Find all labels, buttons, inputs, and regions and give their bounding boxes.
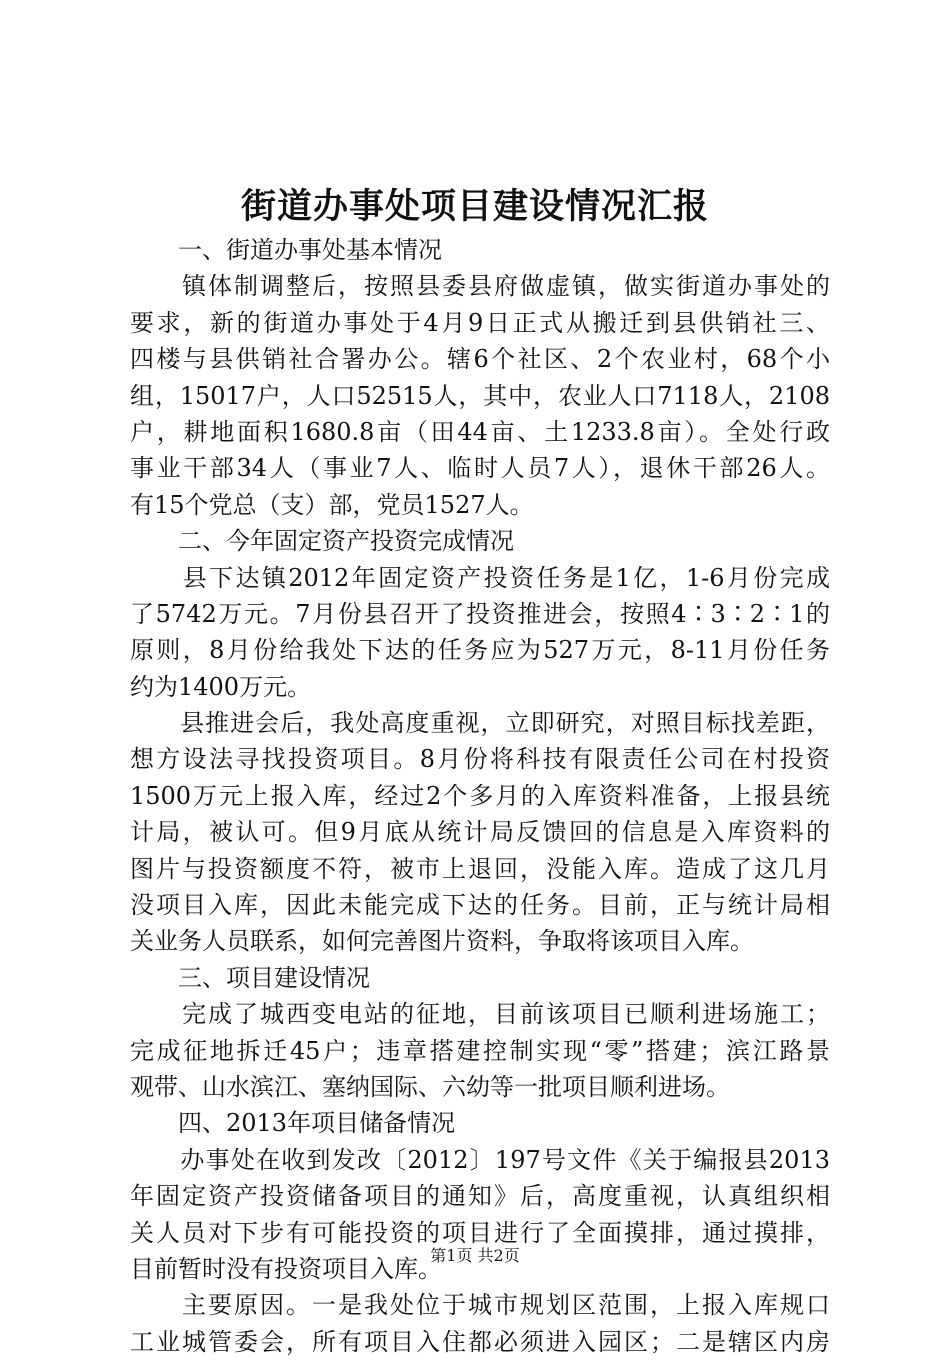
body-line: 年固定资产投资储备项目的通知》后，高度重视，认真组织相 <box>130 1182 830 1211</box>
body-line: 组，15017户，人口52515人，其中，农业人口7118人，2108 <box>130 381 830 410</box>
body-line: 三、项目建设情况 <box>130 963 370 992</box>
body-line: 四楼与县供销社合署办公。辖6个社区、2个农业村，68个小 <box>130 345 830 374</box>
body-line: 镇体制调整后，按照县委县府做虚镇，做实街道办事处的 <box>130 272 830 301</box>
body-line: 县推进会后，我处高度重视，立即研究，对照目标找差距， <box>130 709 830 738</box>
body-line: 想方设法寻找投资项目。8月份将科技有限责任公司在村投资 <box>130 745 830 774</box>
body-line: 主要原因。一是我处位于城市规划区范围，上报入库规口 <box>130 1291 830 1320</box>
body-line: 了5742万元。7月份县召开了投资推进会，按照4∶3∶2∶1的 <box>130 599 830 628</box>
document-title: 街道办事处项目建设情况汇报 <box>240 186 709 227</box>
body-line: 县下达镇2012年固定资产投资任务是1亿，1-6月份完成 <box>130 563 830 592</box>
body-line: 观带、山水滨江、塞纳国际、六幼等一批项目顺利进场。 <box>130 1072 730 1101</box>
body-line: 完成了城西变电站的征地，目前该项目已顺利进场施工； <box>130 1000 830 1029</box>
body-line: 目前暂时没有投资项目入库。 <box>130 1254 442 1283</box>
page-footer: 第1页 共2页 <box>430 1246 520 1265</box>
body-line: 二、今年固定资产投资完成情况 <box>130 527 514 556</box>
body-line: 办事处在收到发改〔2012〕197号文件《关于编报县2013 <box>130 1145 830 1174</box>
document-body <box>130 232 830 1360</box>
body-line: 户，耕地面积1680.8亩（田44亩、土1233.8亩）。全处行政 <box>130 417 830 446</box>
body-line: 1500万元上报入库，经过2个多月的入库资料准备，上报县统 <box>130 781 830 810</box>
body-line: 事业干部34人（事业7人、临时人员7人），退休干部26人。 <box>130 454 830 483</box>
body-line: 完成征地拆迁45户；违章搭建控制实现“零”搭建；滨江路景 <box>130 1036 830 1065</box>
body-line: 要求，新的街道办事处于4月9日正式从搬迁到县供销社三、 <box>130 308 830 337</box>
body-line: 一、街道办事处基本情况 <box>130 236 442 264</box>
body-line: 图片与投资额度不符，被市上退回，没能入库。造成了这几月 <box>130 854 830 883</box>
body-line: 约为1400万元。 <box>130 672 312 701</box>
body-line: 关业务人员联系，如何完善图片资料，争取将该项目入库。 <box>130 927 754 956</box>
body-line: 计局，被认可。但9月底从统计局反馈回的信息是入库资料的 <box>130 818 830 847</box>
body-line: 没项目入库，因此未能完成下达的任务。目前，正与统计局相 <box>130 891 830 920</box>
body-line: 工业城管委会，所有项目入住都必须进入园区；二是辖区内房 <box>130 1327 830 1356</box>
body-line: 关人员对下步有可能投资的项目进行了全面摸排，通过摸排， <box>130 1218 830 1247</box>
body-line: 原则，8月份给我处下达的任务应为527万元，8-11月份任务 <box>130 636 830 665</box>
body-line: 四、2013年项目储备情况 <box>130 1109 456 1138</box>
body-line: 有15个党总（支）部，党员1527人。 <box>130 490 534 519</box>
